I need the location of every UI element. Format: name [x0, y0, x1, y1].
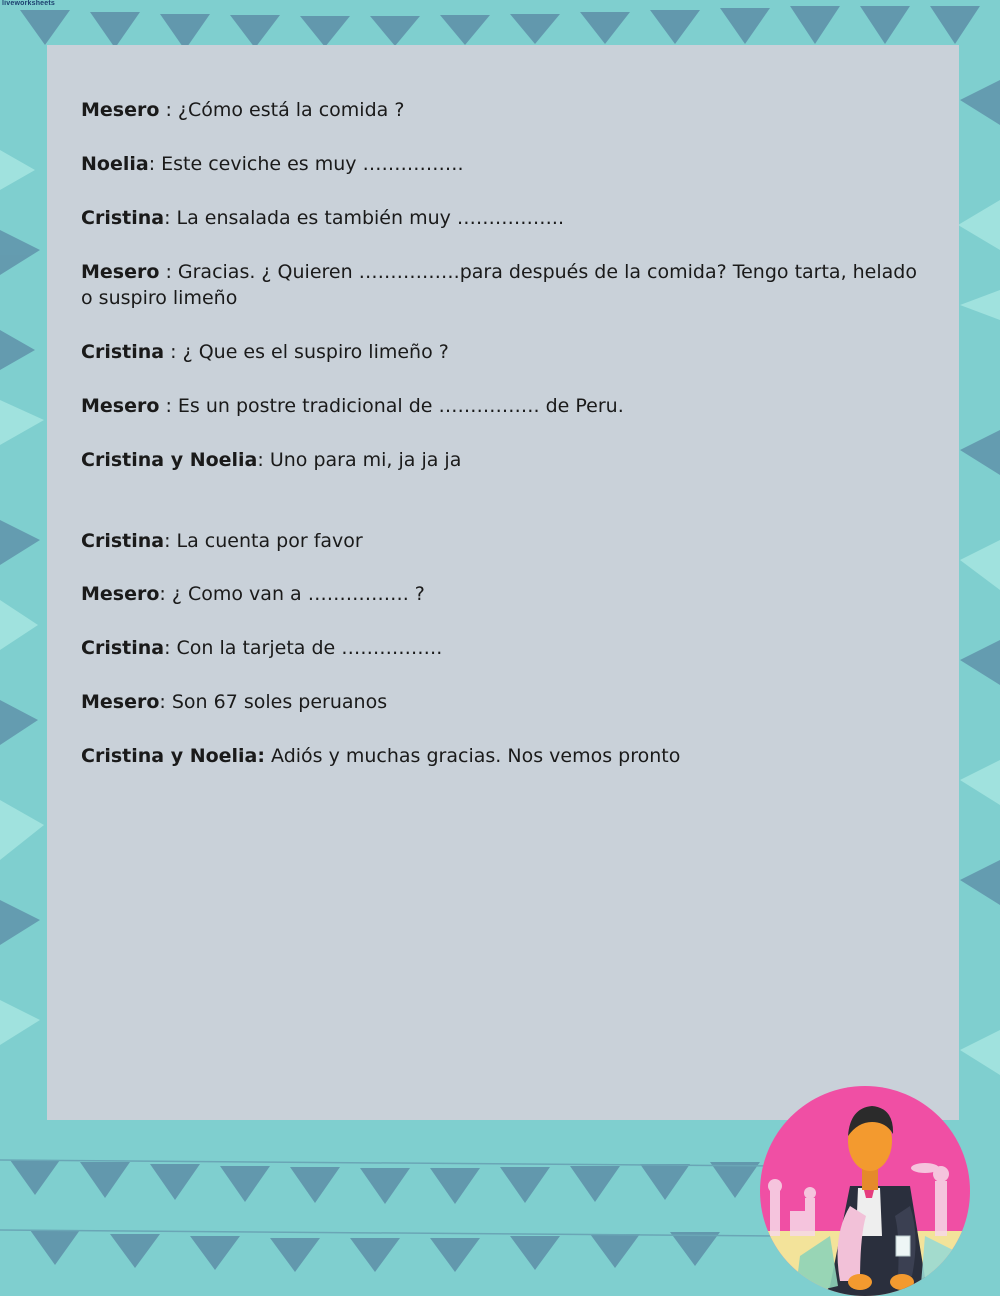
dialog-text: : La ensalada es también muy …………….. — [164, 207, 564, 229]
dialog-text: Adiós y muchas gracias. Nos vemos pronto — [264, 745, 681, 767]
speaker-name: Cristina — [81, 637, 165, 659]
speaker-name: Cristina — [81, 341, 165, 363]
dialog-text: : Con la tarjeta de ……………. — [164, 637, 443, 659]
waiter-illustration-icon — [760, 1086, 970, 1296]
speaker-name: Cristina — [81, 207, 165, 229]
dialog-line — [81, 151, 931, 177]
dialog-text: : Gracias. ¿ Quieren …………….para después de la comida? Tengo tarta, helado o suspiro limeño — [81, 261, 917, 309]
speaker-name: Mesero — [81, 99, 160, 121]
dialog-text: : Es un postre tradicional de ……………. de Peru. — [159, 395, 624, 417]
dialog-line — [81, 581, 931, 607]
dialog-line — [81, 743, 931, 769]
dialog-text: : Este ceviche es muy ……………. — [148, 153, 464, 175]
dialog-line — [81, 689, 931, 715]
dialog-line — [81, 259, 931, 311]
speaker-name: Cristina — [81, 530, 165, 552]
speaker-name: Cristina y Noelia: — [81, 745, 265, 767]
speaker-name: Noelia — [81, 153, 149, 175]
dialog-text: : ¿Cómo está la comida ? — [159, 99, 405, 121]
dialog-line — [81, 339, 931, 365]
speaker-name: Cristina y Noelia — [81, 449, 258, 471]
dialog-card — [47, 45, 959, 1120]
dialog-line — [81, 97, 931, 123]
dialog-text: : ¿ Como van a ……………. ? — [159, 583, 425, 605]
dialog-text: : Son 67 soles peruanos — [159, 691, 388, 713]
dialog-line — [81, 447, 931, 473]
speaker-name: Mesero — [81, 691, 160, 713]
dialog-line — [81, 635, 931, 661]
speaker-name: Mesero — [81, 583, 160, 605]
speaker-name: Mesero — [81, 261, 160, 283]
watermark-logo: liveworksheets — [2, 0, 55, 7]
dialog-line — [81, 205, 931, 231]
dialog-text: : ¿ Que es el suspiro limeño ? — [164, 341, 449, 363]
dialog-text: : La cuenta por favor — [164, 530, 363, 552]
dialog-line — [81, 393, 931, 419]
speaker-name: Mesero — [81, 395, 160, 417]
dialog-text: : Uno para mi, ja ja ja — [257, 449, 462, 471]
dialog-line — [81, 528, 931, 554]
